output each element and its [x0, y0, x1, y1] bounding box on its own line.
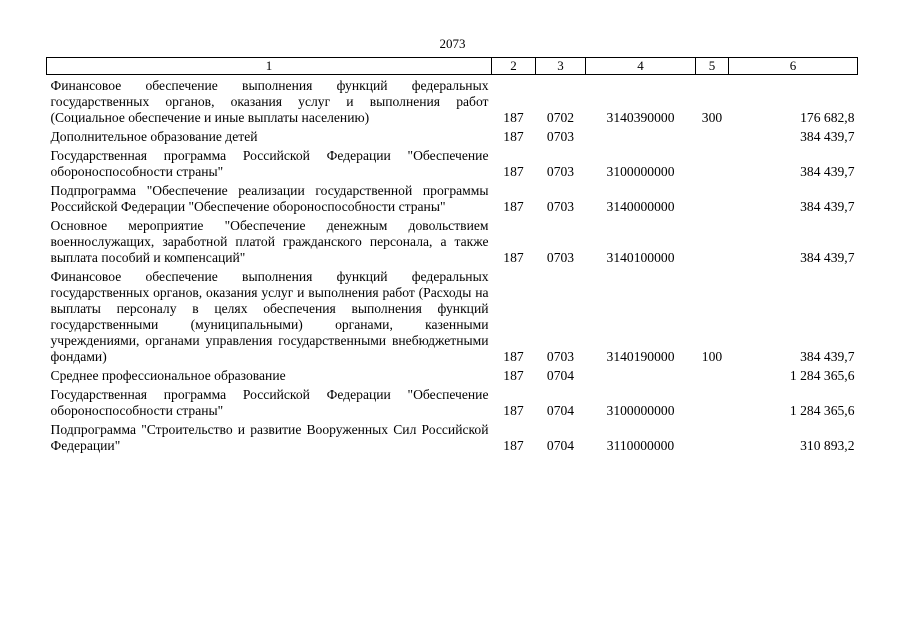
row-name: Финансовое обеспечение выполнения функций федеральных государственных органов, оказания услуг и выполнения работ (Социальное обеспечение и иные выплаты населению)	[50, 78, 489, 125]
row-section: 0704	[546, 403, 575, 418]
row-expense	[696, 384, 729, 419]
row-target: 3110000000	[606, 438, 675, 453]
row-ministry: 187	[503, 368, 524, 383]
row-expense	[696, 180, 729, 215]
row-amount: 384 439,7	[800, 199, 855, 214]
row-name: Подпрограмма "Обеспечение реализации государственной программы Российской Федерации "Обеспечение обороноспособности страны"	[50, 183, 489, 214]
row-target	[586, 126, 696, 145]
row-target: 3100000000	[606, 164, 675, 179]
row-ministry: 187	[503, 164, 524, 179]
table-row	[47, 384, 858, 419]
row-target: 3140390000	[606, 110, 675, 125]
table-row	[47, 145, 858, 180]
row-expense: 300	[701, 110, 723, 125]
row-amount: 384 439,7	[800, 164, 855, 179]
table-row	[47, 419, 858, 454]
row-target: 3140190000	[606, 349, 675, 364]
row-name: Государственная программа Российской Федерации "Обеспечение обороноспособности страны"	[50, 387, 489, 418]
row-name: Государственная программа Российской Федерации "Обеспечение обороноспособности страны"	[50, 148, 489, 179]
row-ministry: 187	[503, 349, 524, 364]
row-name: Среднее профессиональное образование	[50, 368, 286, 383]
row-name: Основное мероприятие "Обеспечение денежным довольствием военнослужащих, заработной платой гражданского персонала, а также выплата пособий и компенсаций"	[50, 218, 489, 265]
row-target: 3140000000	[606, 199, 675, 214]
row-ministry: 187	[503, 129, 524, 144]
row-target: 3100000000	[606, 403, 675, 418]
row-target	[586, 365, 696, 384]
row-section: 0702	[546, 110, 575, 125]
row-amount: 384 439,7	[800, 250, 855, 265]
table-body	[47, 75, 858, 455]
row-amount: 310 893,2	[800, 438, 855, 453]
row-section: 0703	[546, 349, 575, 364]
header-col-3: 3	[536, 58, 586, 75]
row-expense: 100	[701, 349, 723, 364]
row-name: Дополнительное образование детей	[50, 129, 258, 144]
row-name: Подпрограмма "Строительство и развитие Вооруженных Сил Российской Федерации"	[50, 422, 489, 453]
row-amount: 384 439,7	[800, 129, 855, 144]
row-expense	[696, 419, 729, 454]
row-section: 0703	[546, 199, 575, 214]
row-section: 0704	[546, 368, 575, 383]
row-target: 3140100000	[606, 250, 675, 265]
table-header	[47, 58, 858, 75]
budget-table	[46, 57, 858, 454]
row-amount: 176 682,8	[800, 110, 855, 125]
row-amount: 1 284 365,6	[789, 368, 855, 383]
row-amount: 1 284 365,6	[789, 403, 855, 418]
table-row	[47, 365, 858, 384]
row-ministry: 187	[503, 250, 524, 265]
row-ministry: 187	[503, 438, 524, 453]
row-name: Финансовое обеспечение выполнения функций федеральных государственных органов, оказания услуг и выполнения работ (Расходы на выплаты персоналу в целях обеспечения выполнения функций государственными (муниципальными) органами, казенными учреждениями, органами управления государственными внебюджетными фондами)	[50, 269, 489, 364]
row-expense	[696, 215, 729, 266]
row-section: 0703	[546, 164, 575, 179]
row-ministry: 187	[503, 403, 524, 418]
row-expense	[696, 365, 729, 384]
row-section: 0703	[546, 250, 575, 265]
row-expense	[696, 126, 729, 145]
header-col-4: 4	[586, 58, 696, 75]
table-row	[47, 75, 858, 127]
row-ministry: 187	[503, 110, 524, 125]
table-row	[47, 180, 858, 215]
row-amount: 384 439,7	[800, 349, 855, 364]
header-row	[47, 58, 858, 75]
header-col-5: 5	[696, 58, 729, 75]
row-expense	[696, 145, 729, 180]
table-row	[47, 215, 858, 266]
row-section: 0703	[546, 129, 575, 144]
header-col-2: 2	[492, 58, 536, 75]
header-col-1: 1	[47, 58, 492, 75]
row-ministry: 187	[503, 199, 524, 214]
header-col-6: 6	[729, 58, 858, 75]
table-row	[47, 266, 858, 365]
page-number: 2073	[439, 36, 466, 51]
row-section: 0704	[546, 438, 575, 453]
table-row	[47, 126, 858, 145]
